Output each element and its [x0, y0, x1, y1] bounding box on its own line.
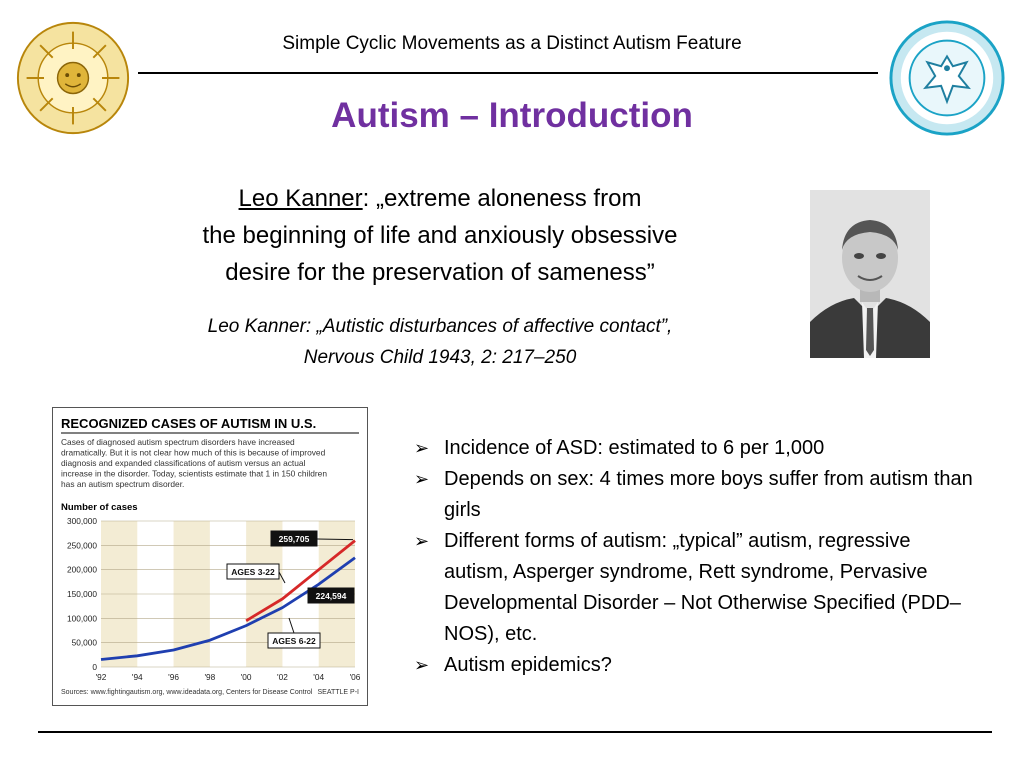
citation-line-1: Leo Kanner: „Autistic disturbances of affective contact”, [207, 316, 673, 337]
quote-author: Leo Kanner [238, 185, 363, 212]
chart-subtitle-line: increase in the disorder. Today, scientists estimate that 1 in 150 children [61, 468, 327, 479]
x-tick-label: '00 [240, 672, 252, 682]
chart-subtitle-line: has an autism spectrum disorder. [61, 479, 185, 489]
quote-line-2: the beginning of life and anxiously obsessive [202, 222, 678, 249]
y-tick-label: 150,000 [67, 589, 97, 599]
bullet-item [414, 526, 974, 650]
series-label-ages-3-22: AGES 3-22 [231, 567, 275, 577]
y-tick-label: 250,000 [67, 540, 97, 551]
chart-credit: SEATTLE P-I [317, 689, 359, 696]
y-tick-label: 300,000 [67, 516, 97, 526]
x-tick-label: '06 [349, 672, 361, 682]
data-label-224594: 224,594 [315, 591, 347, 601]
autism-cases-chart [52, 407, 368, 706]
chart-title: RECOGNIZED CASES OF AUTISM IN U.S. [61, 416, 317, 431]
chart-ylabel: Number of cases [61, 502, 138, 513]
kanner-quote [120, 180, 760, 291]
header-title: Simple Cyclic Movements as a Distinct Autism Feature [282, 33, 742, 54]
bullet-text: Different forms of autism: „typical” autism, regressive autism, Asperger syndrome, Rett syndrome, Pervasive Developmental Disorder – Not Otherwise Specified (PDD–NOS), etc. [444, 530, 961, 645]
chart-subtitle-line: Cases of diagnosed autism spectrum disorders have increased [61, 437, 295, 447]
bullet-text: Autism epidemics? [444, 654, 612, 676]
citation-line-2: Nervous Child 1943, 2: 217–250 [303, 347, 577, 368]
arrow-bullet-icon: ➢ [414, 531, 430, 551]
bullet-item [414, 650, 974, 681]
y-tick-label: 0 [92, 662, 97, 672]
x-tick-label: '98 [204, 672, 216, 682]
y-tick-label: 50,000 [71, 637, 97, 648]
x-tick-label: '94 [131, 672, 143, 682]
quote-line-3: desire for the preservation of sameness” [225, 259, 655, 286]
x-tick-label: '02 [277, 672, 288, 682]
x-tick-label: '92 [95, 672, 107, 682]
bullet-text: Incidence of ASD: estimated to 6 per 1,000 [444, 437, 825, 459]
bullet-list [414, 433, 974, 681]
data-label-259705: 259,705 [278, 534, 310, 544]
y-tick-label: 200,000 [67, 564, 97, 575]
arrow-bullet-icon: ➢ [414, 655, 430, 675]
chart-subtitle-line: dramatically. But it is not clear how much of this is because of improved [61, 447, 326, 458]
arrow-bullet-icon: ➢ [414, 469, 430, 489]
bullet-item [414, 433, 974, 464]
eagle-emblem-icon [888, 18, 1006, 138]
footer-divider [38, 731, 992, 733]
arrow-bullet-icon: ➢ [414, 438, 430, 458]
data-label-leader [317, 539, 353, 540]
series-label-ages-6-22: AGES 6-22 [272, 636, 316, 646]
bullet-text: Depends on sex: 4 times more boys suffer from autism than girls [444, 468, 973, 521]
chart-subtitle-line: diagnosis and expanded classifications of autism versus an actual [61, 458, 306, 468]
sun-emblem-icon [14, 20, 132, 136]
portrait-photo [810, 190, 930, 358]
slide-title: Autism – Introduction [331, 96, 693, 135]
x-tick-label: '04 [313, 672, 325, 682]
chart-source: Sources: www.fightingautism.org, www.ideadata.org, Centers for Disease Control [61, 689, 313, 696]
header-divider [138, 72, 878, 74]
bullet-item [414, 464, 974, 526]
chart-canvas [53, 408, 367, 705]
x-tick-label: '96 [168, 672, 179, 682]
quote-line-1: : „extreme aloneness from [362, 185, 642, 212]
y-tick-label: 100,000 [67, 613, 97, 624]
citation [120, 311, 760, 373]
